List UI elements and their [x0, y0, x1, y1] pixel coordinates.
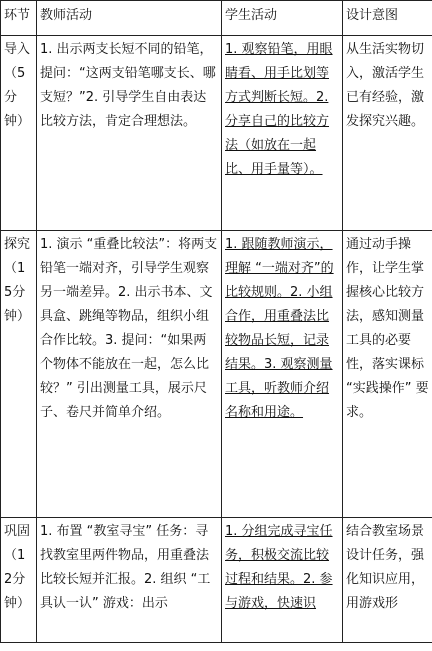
student-activity-cell: 1. 观察铅笔，用眼睛看、用手比划等方式判断长短。2. 分享自己的比较方法（如放在一起比、用手量等）。 — [222, 36, 343, 231]
design-intent-cell: 从生活实物切入，激活学生已有经验，激发探究兴趣。 — [343, 36, 432, 231]
table-row — [1, 36, 432, 231]
header-teacher-activity: 教师活动 — [37, 1, 222, 36]
teacher-activity-cell: 1. 布置 “教室寻宝” 任务：寻找教室里两件物品，用重叠法比较长短并汇报。2. 组织 “工具认一认” 游戏：出示 — [37, 518, 222, 643]
teacher-activity-cell: 1. 演示 “重叠比较法”：将两支铅笔一端对齐，引导学生观察另一端差异。2. 出示书本、文具盒、跳绳等物品，组织小组合作比较。3. 提问：“如果两个物体不能放在一起，怎么比较？” 引出测量工具，展示尺子、卷尺并简单介绍。 — [37, 231, 222, 518]
header-student-activity: 学生活动 — [222, 1, 343, 36]
phase-cell: 导入（5分钟） — [1, 36, 37, 231]
phase-cell: 巩固（12分钟） — [1, 518, 37, 643]
teacher-activity-cell: 1. 出示两支长短不同的铅笔，提问：“这两支铅笔哪支长、哪支短？”2. 引导学生自由表达比较方法，肯定合理想法。 — [37, 36, 222, 231]
design-intent-cell: 结合教室场景设计任务，强化知识应用，用游戏形 — [343, 518, 432, 643]
table-row — [1, 518, 432, 643]
table-row — [1, 231, 432, 518]
design-intent-cell: 通过动手操作，让学生掌握核心比较方法，感知测量工具的必要性，落实课标 “实践操作” 要求。 — [343, 231, 432, 518]
header-design-intent: 设计意图 — [343, 1, 432, 36]
student-activity-cell: 1. 分组完成寻宝任务，积极交流比较过程和结果。2. 参与游戏，快速识 — [222, 518, 343, 643]
header-phase: 环节 — [1, 1, 37, 36]
student-activity-cell: 1. 跟随教师演示，理解 “一端对齐”的比较规则。2. 小组合作，用重叠法比较物品长短，记录结果。3. 观察测量工具，听教师介绍名称和用途。 — [222, 231, 343, 518]
header-row — [1, 1, 432, 36]
phase-cell: 探究（15分钟） — [1, 231, 37, 518]
